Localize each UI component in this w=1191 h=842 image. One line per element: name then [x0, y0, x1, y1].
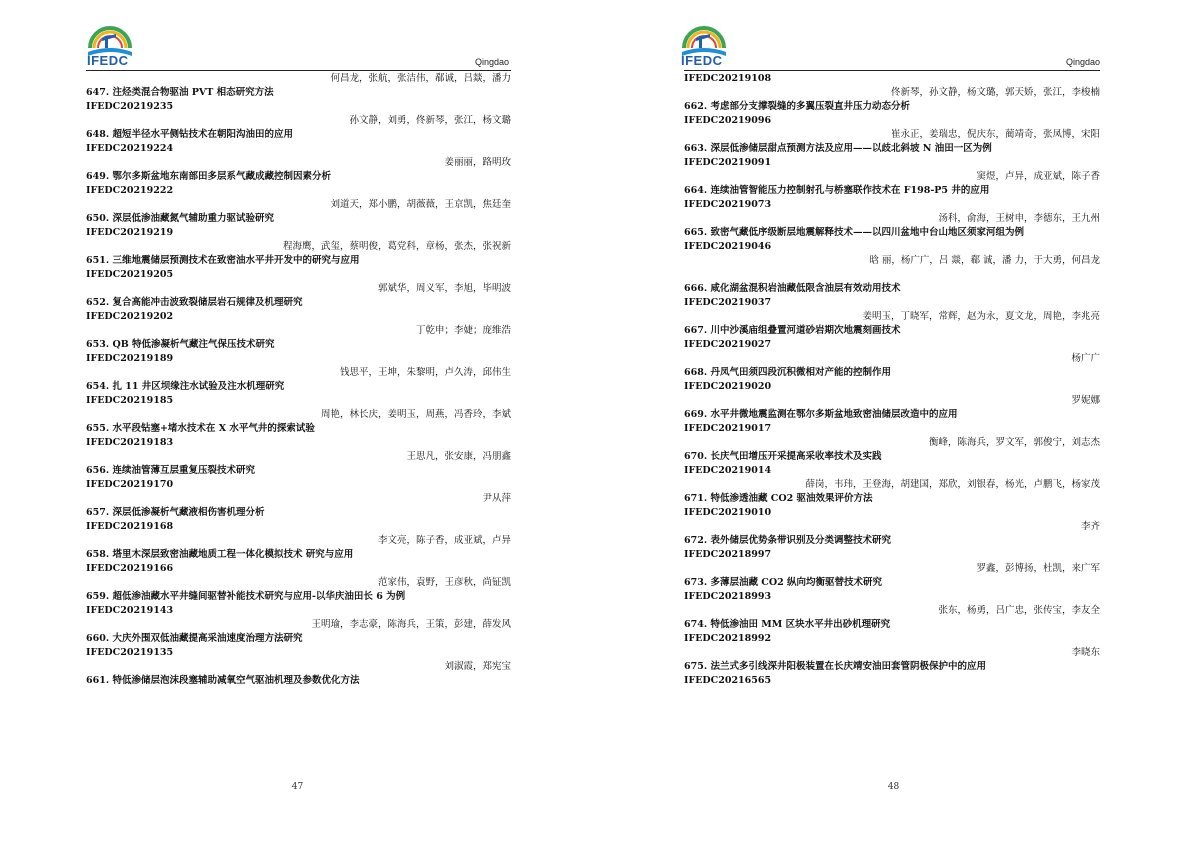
paper-code: IFEDC20219168 [86, 521, 174, 532]
paper-authors: 杨广广 [1071, 353, 1100, 364]
paper-title: 661. 特低渗储层泡沫段塞辅助减氧空气驱油机理及参数优化方法 [86, 675, 360, 686]
header-location: Qingdao [1065, 57, 1100, 67]
paper-code: IFEDC20219185 [86, 395, 174, 406]
entry-list [86, 72, 511, 688]
paper-title: 655. 水平段钻塞+堵水技术在 X 水平气井的探索试验 [86, 423, 315, 434]
paper-title: 652. 复合高能冲击波致裂储层岩石规律及机理研究 [86, 297, 303, 308]
paper-authors: 李文亮，陈子香，成亚斌，卢异 [377, 535, 511, 546]
paper-code: IFEDC20219014 [684, 465, 772, 476]
page-number: 48 [887, 782, 900, 792]
paper-code: IFEDC20219037 [684, 297, 772, 308]
paper-authors: 刘淑霞，郑宪宝 [444, 661, 511, 672]
paper-code: IFEDC20219108 [684, 73, 772, 84]
paper-authors: 程海鹰，武玺，蔡明俊，葛党科，章杨，张杰，张祝新 [282, 241, 511, 252]
paper-authors: 薛岗，韦玮，王登海，胡建国，郑欣，刘银春，杨光，卢鹏飞，杨家茂 [805, 479, 1100, 490]
paper-title: 671. 特低渗透油藏 CO2 驱油效果评价方法 [684, 493, 873, 504]
page-number: 47 [291, 782, 304, 792]
paper-code: IFEDC20218993 [684, 591, 772, 602]
paper-title: 648. 超短半径水平侧钻技术在朝阳沟油田的应用 [86, 129, 293, 140]
page-right [596, 0, 1191, 842]
paper-authors: 崔永正，姜瑞忠，倪庆东，蔺靖奇，张凤博，宋阳 [890, 129, 1100, 140]
paper-authors: 窦煜，卢异，成亚斌，陈子香 [976, 171, 1100, 182]
paper-title: 665. 致密气藏低序级断层地震解释技术——以四川盆地中台山地区须家河组为例 [684, 227, 1024, 238]
paper-authors: 姜丽丽，路明玫 [444, 157, 511, 168]
page-left [0, 0, 595, 842]
paper-authors: 周艳，林长庆，姜明玉，周燕，冯香玲，李斌 [320, 409, 511, 420]
paper-code: IFEDC20218997 [684, 549, 772, 560]
paper-code: IFEDC20219096 [684, 115, 772, 126]
paper-code: IFEDC20219189 [86, 353, 174, 364]
paper-authors: 郭斌华，周义军，李旭，毕明波 [377, 283, 511, 294]
paper-authors: 张东，杨勇，吕广忠，张传宝，李友全 [938, 605, 1100, 616]
paper-authors: 衡峰，陈海兵，罗文军，郭俊宁，刘志杰 [928, 437, 1100, 448]
paper-authors: 王明瑜，李志豪，陈海兵，王策，彭建，薛发风 [311, 619, 511, 630]
paper-title: 659. 超低渗油藏水平井缝间驱替补能技术研究与应用-以华庆油田长 6 为例 [86, 591, 406, 602]
paper-title: 662. 考虑部分支撑裂缝的多翼压裂直井压力动态分析 [684, 101, 910, 112]
paper-title: 670. 长庆气田增压开采提高采收率技术及实践 [684, 451, 882, 462]
entry-list [684, 72, 1100, 688]
paper-title: 672. 表外储层优势条带识别及分类调整技术研究 [684, 535, 891, 546]
paper-authors: 晗 丽，杨广广，吕 燚，郗 诚，潘 力，于大勇，何昌龙 [869, 255, 1100, 266]
paper-code: IFEDC20219202 [86, 311, 174, 322]
paper-code: IFEDC20219166 [86, 563, 174, 574]
header-rule [86, 70, 511, 71]
paper-code: IFEDC20219020 [684, 381, 772, 392]
paper-code: IFEDC20219091 [684, 157, 772, 168]
paper-code: IFEDC20219017 [684, 423, 772, 434]
paper-code: IFEDC20219027 [684, 339, 772, 350]
paper-authors: 王思凡，张安康，冯朋鑫 [406, 451, 511, 462]
paper-authors: 罗妮娜 [1071, 395, 1100, 406]
paper-code: IFEDC20219135 [86, 647, 174, 658]
logo-text: IFEDC [87, 53, 129, 68]
paper-authors: 李晓东 [1071, 647, 1100, 658]
paper-code: IFEDC20219143 [86, 605, 174, 616]
paper-title: 674. 特低渗油田 MM 区块水平井出砂机理研究 [684, 619, 891, 630]
paper-code: IFEDC20219219 [86, 227, 174, 238]
paper-title: 667. 川中沙溪庙组叠置河道砂岩期次地震刻画技术 [684, 325, 901, 336]
paper-title: 663. 深层低渗储层甜点预测方法及应用——以歧北斜坡 N 油田一区为例 [684, 143, 992, 154]
paper-title: 673. 多薄层油藏 CO2 纵向均衡驱替技术研究 [684, 577, 883, 588]
header-rule [684, 70, 1100, 71]
paper-authors: 丁乾申；李婕；庞维浩 [415, 325, 511, 336]
paper-code: IFEDC20219170 [86, 479, 174, 490]
paper-authors: 何昌龙，张航，张洁伟，郗诚，吕燚，潘力 [330, 73, 511, 84]
paper-authors: 刘道天，郑小鹏，胡薇薇，王京凯，焦廷奎 [330, 199, 511, 210]
paper-code: IFEDC20216565 [684, 675, 772, 686]
paper-title: 664. 连续油管智能压力控制射孔与桥塞联作技术在 F198-P5 井的应用 [684, 185, 990, 196]
paper-title: 650. 深层低渗油藏氮气辅助重力驱试验研究 [86, 213, 274, 224]
paper-code: IFEDC20219046 [684, 241, 772, 252]
paper-authors: 尹从萍 [482, 493, 511, 504]
paper-title: 651. 三维地震储层预测技术在致密油水平井开发中的研究与应用 [86, 255, 360, 266]
paper-authors: 李齐 [1080, 521, 1100, 532]
line-spacer [684, 268, 1100, 282]
paper-authors: 汤科，俞海，王树申，李德东，王九州 [938, 213, 1100, 224]
paper-title: 656. 连续油管薄互层重复压裂技术研究 [86, 465, 255, 476]
logo-text: IFEDC [681, 53, 723, 68]
paper-code: IFEDC20219235 [86, 101, 174, 112]
paper-code: IFEDC20218992 [684, 633, 772, 644]
paper-authors: 罗鑫，彭博扬，杜凯，来广军 [976, 563, 1100, 574]
paper-title: 666. 咸化湖盆混积岩油藏低限含油层有效动用技术 [684, 283, 901, 294]
paper-title: 653. QB 特低渗凝析气藏注气保压技术研究 [86, 339, 275, 350]
paper-title: 657. 深层低渗凝析气藏液相伤害机理分析 [86, 507, 265, 518]
paper-title: 647. 注烃类混合物驱油 PVT 相态研究方法 [86, 87, 274, 98]
paper-code: IFEDC20219010 [684, 507, 772, 518]
paper-title: 660. 大庆外围双低油藏提高采油速度治理方法研究 [86, 633, 303, 644]
paper-code: IFEDC20219183 [86, 437, 174, 448]
paper-title: 654. 扎 11 井区坝缘注水试验及注水机理研究 [86, 381, 285, 392]
paper-title: 668. 丹凤气田须四段沉积微相对产能的控制作用 [684, 367, 891, 378]
paper-code: IFEDC20219073 [684, 199, 772, 210]
paper-title: 658. 塔里木深层致密油藏地质工程一体化模拟技术 研究与应用 [86, 549, 354, 560]
paper-authors: 佟新琴，孙文静，杨文璐，郭天娇，张江，李梭楠 [890, 87, 1100, 98]
paper-title: 675. 法兰式多引线深井阳极装置在长庆靖安油田套管阴极保护中的应用 [684, 661, 986, 672]
paper-authors: 钱思平，王坤，朱黎明，卢久涛，邱伟生 [339, 367, 511, 378]
paper-title: 669. 水平井微地震监测在鄂尔多斯盆地致密油储层改造中的应用 [684, 409, 958, 420]
paper-code: IFEDC20219224 [86, 143, 174, 154]
paper-authors: 姜明玉，丁晓军，常辉，赵为永，夏文龙，周艳，李兆亮 [862, 311, 1100, 322]
paper-title: 649. 鄂尔多斯盆地东南部田多层系气藏成藏控制因素分析 [86, 171, 331, 182]
header-location: Qingdao [474, 57, 509, 67]
paper-code: IFEDC20219205 [86, 269, 174, 280]
paper-authors: 范家伟，袁野，王彦秋，尚钲凯 [377, 577, 511, 588]
paper-authors: 孙文静，刘勇，佟新琴，张江，杨文璐 [349, 115, 511, 126]
paper-code: IFEDC20219222 [86, 185, 174, 196]
